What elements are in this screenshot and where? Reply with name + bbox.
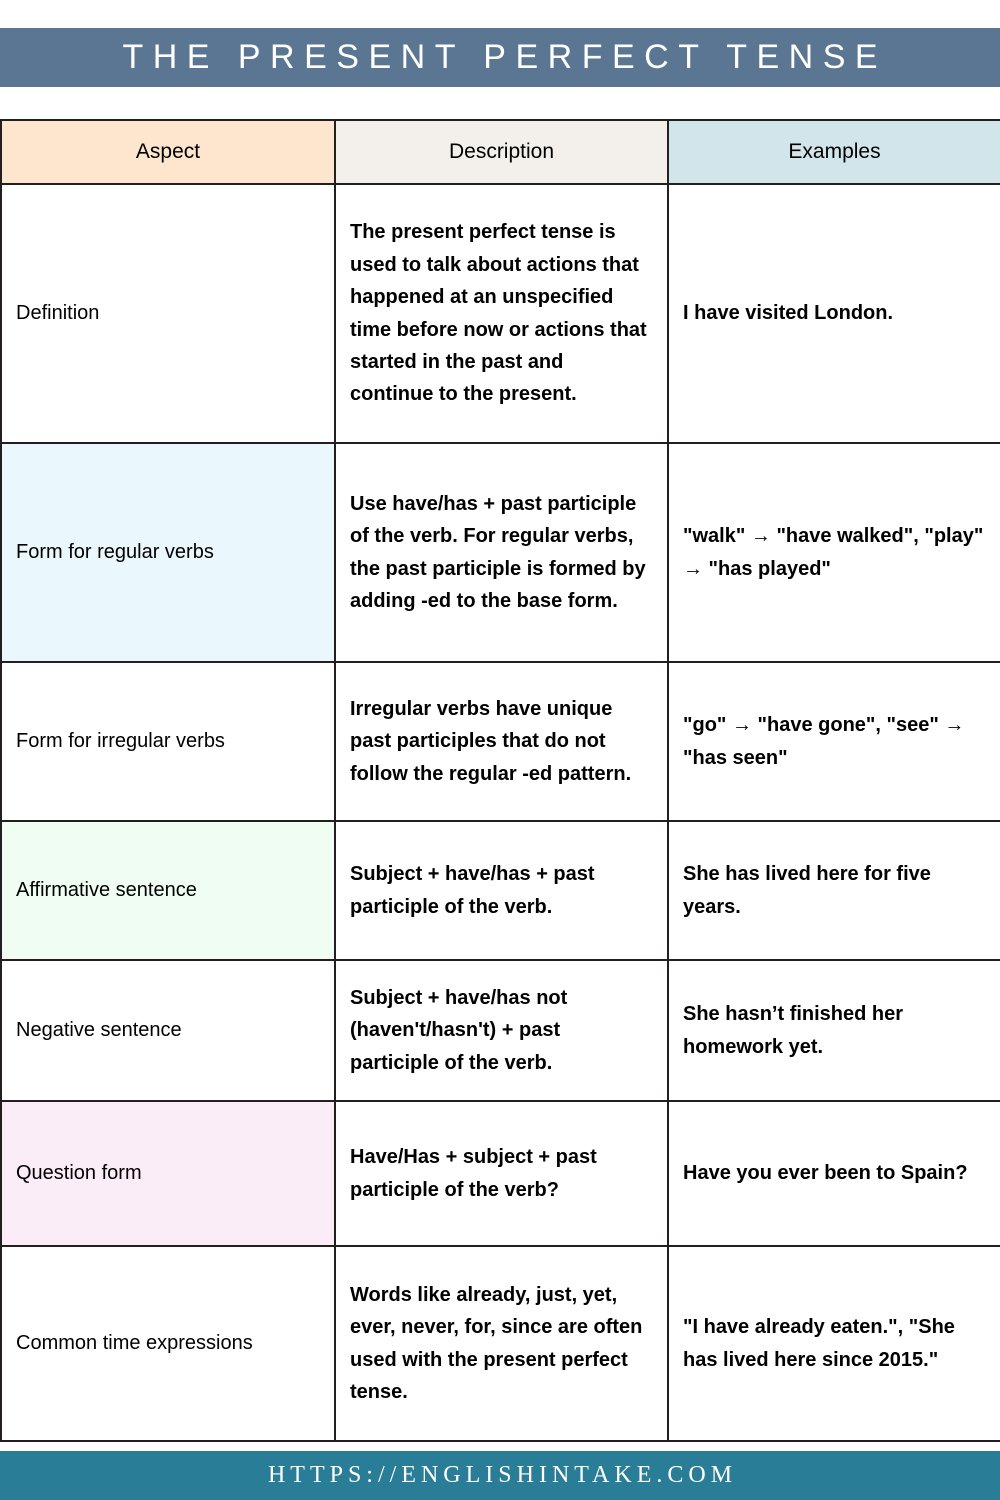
cell-description: Use have/has + past participle of the verb. For regular verbs, the past participle is formed by adding -ed to the base form. bbox=[335, 443, 668, 662]
column-header-examples: Examples bbox=[668, 120, 1000, 184]
column-header-description: Description bbox=[335, 120, 668, 184]
grammar-table-container bbox=[0, 119, 1000, 1442]
cell-aspect: Question form bbox=[1, 1101, 335, 1246]
website-url: HTTPS://ENGLISHINTAKE.COM bbox=[267, 1462, 738, 1488]
cell-examples: Have you ever been to Spain? bbox=[668, 1101, 1000, 1246]
table-row bbox=[1, 662, 1000, 821]
table-row bbox=[1, 821, 1000, 960]
footer-banner bbox=[0, 1451, 1000, 1500]
cell-examples: She has lived here for five years. bbox=[668, 821, 1000, 960]
cell-description: Have/Has + subject + past participle of the verb? bbox=[335, 1101, 668, 1246]
cell-aspect: Form for regular verbs bbox=[1, 443, 335, 662]
cell-aspect: Definition bbox=[1, 184, 335, 443]
cell-examples: She hasn’t finished her homework yet. bbox=[668, 960, 1000, 1101]
cell-examples: "walk" → "have walked", "play" → "has played" bbox=[668, 443, 1000, 662]
cell-description: Subject + have/has + past participle of the verb. bbox=[335, 821, 668, 960]
cell-aspect: Form for irregular verbs bbox=[1, 662, 335, 821]
cell-aspect: Affirmative sentence bbox=[1, 821, 335, 960]
table-row bbox=[1, 443, 1000, 662]
table-header-row bbox=[1, 120, 1000, 184]
column-header-aspect: Aspect bbox=[1, 120, 335, 184]
table-body bbox=[1, 184, 1000, 1441]
title-banner bbox=[0, 28, 1000, 87]
cell-description: Words like already, just, yet, ever, never, for, since are often used with the present perfect tense. bbox=[335, 1246, 668, 1441]
table-header bbox=[1, 120, 1000, 184]
table-row bbox=[1, 184, 1000, 443]
cell-description: Irregular verbs have unique past participles that do not follow the regular -ed pattern. bbox=[335, 662, 668, 821]
table-row bbox=[1, 960, 1000, 1101]
grammar-table bbox=[0, 119, 1000, 1442]
cell-description: The present perfect tense is used to talk about actions that happened at an unspecified time before now or actions that started in the past and continue to the present. bbox=[335, 184, 668, 443]
table-row bbox=[1, 1101, 1000, 1246]
page-title: THE PRESENT PERFECT TENSE bbox=[122, 38, 888, 76]
table-row bbox=[1, 1246, 1000, 1441]
cell-aspect: Common time expressions bbox=[1, 1246, 335, 1441]
cell-examples: I have visited London. bbox=[668, 184, 1000, 443]
cell-aspect: Negative sentence bbox=[1, 960, 335, 1101]
cell-description: Subject + have/has not (haven't/hasn't) + past participle of the verb. bbox=[335, 960, 668, 1101]
cell-examples: "I have already eaten.", "She has lived here since 2015." bbox=[668, 1246, 1000, 1441]
cell-examples: "go" → "have gone", "see" → "has seen" bbox=[668, 662, 1000, 821]
